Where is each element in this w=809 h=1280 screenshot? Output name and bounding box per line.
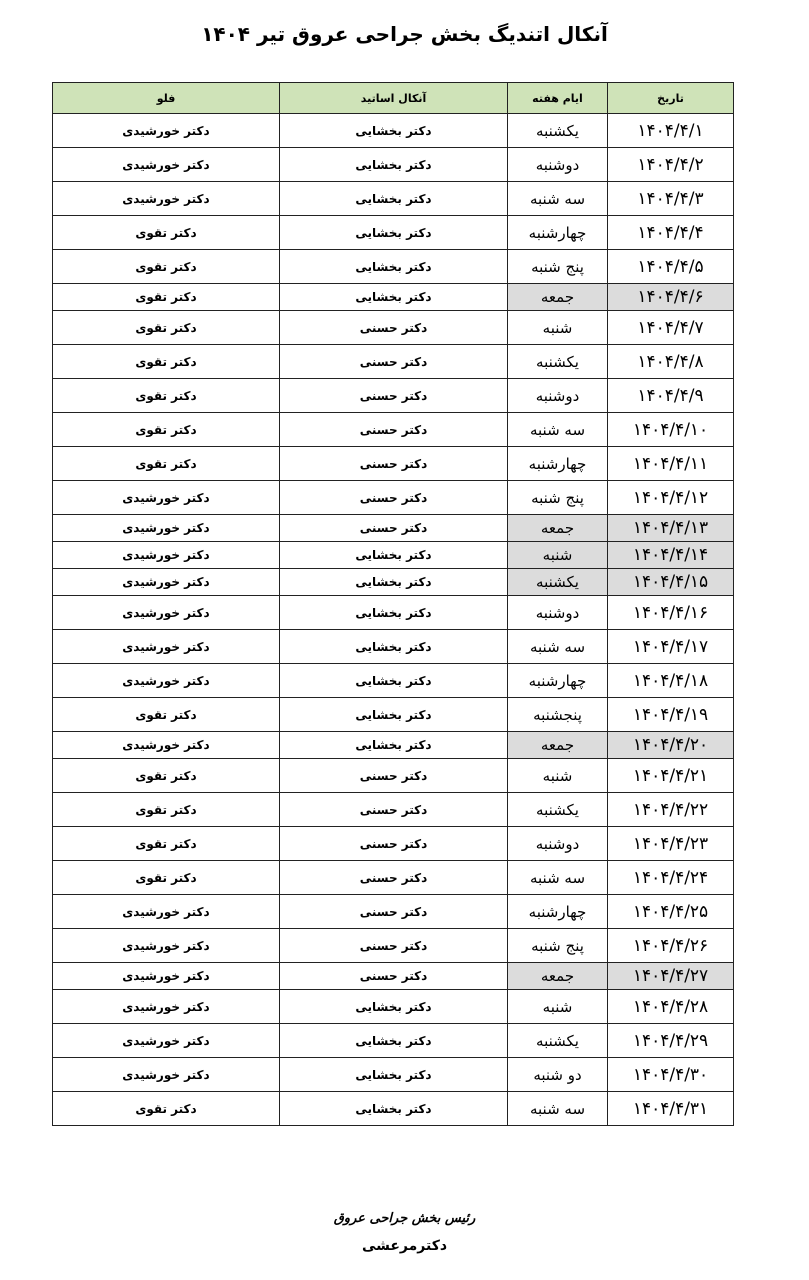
- fellow-cell: دکتر خورشیدی: [53, 569, 280, 596]
- date-cell: ۱۴۰۴/۴/۲۲: [608, 793, 734, 827]
- table-row: [53, 630, 734, 664]
- header-fellow: فلو: [53, 83, 280, 114]
- date-cell: ۱۴۰۴/۴/۲۸: [608, 990, 734, 1024]
- table-row: [53, 759, 734, 793]
- weekday-cell: شنبه: [508, 759, 608, 793]
- attending-cell: دکتر حسنی: [280, 861, 508, 895]
- table-row: [53, 515, 734, 542]
- table-row: [53, 827, 734, 861]
- weekday-cell: چهارشنبه: [508, 664, 608, 698]
- attending-cell: دکتر حسنی: [280, 963, 508, 990]
- fellow-cell: دکتر خورشیدی: [53, 664, 280, 698]
- attending-cell: دکتر بخشایی: [280, 569, 508, 596]
- fellow-cell: دکتر خورشیدی: [53, 542, 280, 569]
- date-cell: ۱۴۰۴/۴/۱۶: [608, 596, 734, 630]
- weekday-cell: جمعه: [508, 963, 608, 990]
- table-row: [53, 182, 734, 216]
- date-cell: ۱۴۰۴/۴/۲۹: [608, 1024, 734, 1058]
- weekday-cell: چهارشنبه: [508, 216, 608, 250]
- weekday-cell: یکشنبه: [508, 1024, 608, 1058]
- attending-cell: دکتر حسنی: [280, 345, 508, 379]
- weekday-cell: شنبه: [508, 990, 608, 1024]
- header-date: تاریخ: [608, 83, 734, 114]
- table-row: [53, 596, 734, 630]
- table-row: [53, 148, 734, 182]
- fellow-cell: دکتر تقوی: [53, 311, 280, 345]
- fellow-cell: دکتر خورشیدی: [53, 1024, 280, 1058]
- department-head-name: دکترمرعشی: [361, 1238, 448, 1254]
- table-row: [53, 732, 734, 759]
- fellow-cell: دکتر تقوی: [53, 793, 280, 827]
- fellow-cell: دکتر خورشیدی: [53, 114, 280, 148]
- fellow-cell: دکتر تقوی: [53, 216, 280, 250]
- header-day: ایام هفته: [508, 83, 608, 114]
- fellow-cell: دکتر تقوی: [53, 1092, 280, 1126]
- attending-cell: دکتر بخشایی: [280, 596, 508, 630]
- date-cell: ۱۴۰۴/۴/۱۲: [608, 481, 734, 515]
- attending-cell: دکتر بخشایی: [280, 216, 508, 250]
- attending-cell: دکتر حسنی: [280, 793, 508, 827]
- date-cell: ۱۴۰۴/۴/۲۵: [608, 895, 734, 929]
- attending-cell: دکتر حسنی: [280, 895, 508, 929]
- weekday-cell: یکشنبه: [508, 345, 608, 379]
- table-row: [53, 929, 734, 963]
- date-cell: ۱۴۰۴/۴/۱۵: [608, 569, 734, 596]
- fellow-cell: دکتر خورشیدی: [53, 515, 280, 542]
- attending-cell: دکتر بخشایی: [280, 250, 508, 284]
- fellow-cell: دکتر خورشیدی: [53, 732, 280, 759]
- attending-cell: دکتر بخشایی: [280, 1024, 508, 1058]
- table-row: [53, 963, 734, 990]
- oncall-schedule-table: [52, 82, 734, 1126]
- attending-cell: دکتر بخشایی: [280, 148, 508, 182]
- table-row: [53, 569, 734, 596]
- date-cell: ۱۴۰۴/۴/۳: [608, 182, 734, 216]
- date-cell: ۱۴۰۴/۴/۳۰: [608, 1058, 734, 1092]
- table-row: [53, 311, 734, 345]
- date-cell: ۱۴۰۴/۴/۲۷: [608, 963, 734, 990]
- date-cell: ۱۴۰۴/۴/۱۹: [608, 698, 734, 732]
- fellow-cell: دکتر خورشیدی: [53, 1058, 280, 1092]
- weekday-cell: پنج شنبه: [508, 481, 608, 515]
- attending-cell: دکتر حسنی: [280, 379, 508, 413]
- weekday-cell: جمعه: [508, 284, 608, 311]
- table-row: [53, 413, 734, 447]
- date-cell: ۱۴۰۴/۴/۲۰: [608, 732, 734, 759]
- attending-cell: دکتر بخشایی: [280, 732, 508, 759]
- fellow-cell: دکتر خورشیدی: [53, 148, 280, 182]
- attending-cell: دکتر حسنی: [280, 759, 508, 793]
- weekday-cell: چهارشنبه: [508, 447, 608, 481]
- attending-cell: دکتر بخشایی: [280, 114, 508, 148]
- table-header-row: [53, 83, 734, 114]
- weekday-cell: دوشنبه: [508, 596, 608, 630]
- date-cell: ۱۴۰۴/۴/۲۶: [608, 929, 734, 963]
- date-cell: ۱۴۰۴/۴/۱۸: [608, 664, 734, 698]
- attending-cell: دکتر بخشایی: [280, 664, 508, 698]
- fellow-cell: دکتر خورشیدی: [53, 963, 280, 990]
- table-row: [53, 542, 734, 569]
- weekday-cell: یکشنبه: [508, 114, 608, 148]
- fellow-cell: دکتر تقوی: [53, 250, 280, 284]
- fellow-cell: دکتر تقوی: [53, 345, 280, 379]
- table-row: [53, 114, 734, 148]
- table-row: [53, 793, 734, 827]
- weekday-cell: سه شنبه: [508, 630, 608, 664]
- weekday-cell: دوشنبه: [508, 379, 608, 413]
- date-cell: ۱۴۰۴/۴/۲۳: [608, 827, 734, 861]
- weekday-cell: یکشنبه: [508, 569, 608, 596]
- attending-cell: دکتر حسنی: [280, 311, 508, 345]
- date-cell: ۱۴۰۴/۴/۲۴: [608, 861, 734, 895]
- fellow-cell: دکتر تقوی: [53, 284, 280, 311]
- attending-cell: دکتر بخشایی: [280, 1058, 508, 1092]
- attending-cell: دکتر بخشایی: [280, 630, 508, 664]
- attending-cell: دکتر حسنی: [280, 447, 508, 481]
- weekday-cell: دو شنبه: [508, 1058, 608, 1092]
- fellow-cell: دکتر تقوی: [53, 413, 280, 447]
- table-row: [53, 284, 734, 311]
- weekday-cell: چهارشنبه: [508, 895, 608, 929]
- weekday-cell: شنبه: [508, 542, 608, 569]
- fellow-cell: دکتر تقوی: [53, 861, 280, 895]
- fellow-cell: دکتر خورشیدی: [53, 630, 280, 664]
- weekday-cell: پنج شنبه: [508, 929, 608, 963]
- date-cell: ۱۴۰۴/۴/۱۷: [608, 630, 734, 664]
- page-title: آنکال اتندیگ بخش جراحی عروق تیر ۱۴۰۴: [201, 22, 608, 46]
- table-row: [53, 861, 734, 895]
- weekday-cell: شنبه: [508, 311, 608, 345]
- date-cell: ۱۴۰۴/۴/۳۱: [608, 1092, 734, 1126]
- date-cell: ۱۴۰۴/۴/۱۳: [608, 515, 734, 542]
- weekday-cell: سه شنبه: [508, 182, 608, 216]
- date-cell: ۱۴۰۴/۴/۱۰: [608, 413, 734, 447]
- table-row: [53, 698, 734, 732]
- attending-cell: دکتر حسنی: [280, 929, 508, 963]
- attending-cell: دکتر حسنی: [280, 481, 508, 515]
- table-row: [53, 379, 734, 413]
- table-row: [53, 1058, 734, 1092]
- date-cell: ۱۴۰۴/۴/۸: [608, 345, 734, 379]
- date-cell: ۱۴۰۴/۴/۴: [608, 216, 734, 250]
- header-attending: آنکال اساتید: [280, 83, 508, 114]
- attending-cell: دکتر بخشایی: [280, 698, 508, 732]
- weekday-cell: سه شنبه: [508, 861, 608, 895]
- schedule-body: [53, 114, 734, 1126]
- fellow-cell: دکتر خورشیدی: [53, 990, 280, 1024]
- fellow-cell: دکتر تقوی: [53, 698, 280, 732]
- weekday-cell: یکشنبه: [508, 793, 608, 827]
- table-row: [53, 216, 734, 250]
- date-cell: ۱۴۰۴/۴/۲: [608, 148, 734, 182]
- date-cell: ۱۴۰۴/۴/۶: [608, 284, 734, 311]
- weekday-cell: جمعه: [508, 732, 608, 759]
- date-cell: ۱۴۰۴/۴/۱۱: [608, 447, 734, 481]
- fellow-cell: دکتر خورشیدی: [53, 481, 280, 515]
- fellow-cell: دکتر خورشیدی: [53, 182, 280, 216]
- fellow-cell: دکتر خورشیدی: [53, 895, 280, 929]
- table-row: [53, 1092, 734, 1126]
- fellow-cell: دکتر تقوی: [53, 379, 280, 413]
- attending-cell: دکتر بخشایی: [280, 284, 508, 311]
- fellow-cell: دکتر تقوی: [53, 447, 280, 481]
- department-head-title: رئیس بخش جراحی عروق: [333, 1211, 476, 1226]
- fellow-cell: دکتر خورشیدی: [53, 929, 280, 963]
- table-row: [53, 990, 734, 1024]
- weekday-cell: جمعه: [508, 515, 608, 542]
- attending-cell: دکتر حسنی: [280, 413, 508, 447]
- weekday-cell: پنجشنبه: [508, 698, 608, 732]
- table-row: [53, 1024, 734, 1058]
- table-row: [53, 345, 734, 379]
- fellow-cell: دکتر تقوی: [53, 759, 280, 793]
- table-row: [53, 447, 734, 481]
- date-cell: ۱۴۰۴/۴/۱: [608, 114, 734, 148]
- weekday-cell: سه شنبه: [508, 413, 608, 447]
- date-cell: ۱۴۰۴/۴/۷: [608, 311, 734, 345]
- fellow-cell: دکتر تقوی: [53, 827, 280, 861]
- table-row: [53, 481, 734, 515]
- attending-cell: دکتر حسنی: [280, 827, 508, 861]
- attending-cell: دکتر بخشایی: [280, 182, 508, 216]
- date-cell: ۱۴۰۴/۴/۲۱: [608, 759, 734, 793]
- attending-cell: دکتر بخشایی: [280, 1092, 508, 1126]
- weekday-cell: سه شنبه: [508, 1092, 608, 1126]
- weekday-cell: دوشنبه: [508, 827, 608, 861]
- weekday-cell: پنج شنبه: [508, 250, 608, 284]
- attending-cell: دکتر بخشایی: [280, 990, 508, 1024]
- table-row: [53, 895, 734, 929]
- date-cell: ۱۴۰۴/۴/۵: [608, 250, 734, 284]
- date-cell: ۱۴۰۴/۴/۹: [608, 379, 734, 413]
- fellow-cell: دکتر خورشیدی: [53, 596, 280, 630]
- date-cell: ۱۴۰۴/۴/۱۴: [608, 542, 734, 569]
- attending-cell: دکتر بخشایی: [280, 542, 508, 569]
- weekday-cell: دوشنبه: [508, 148, 608, 182]
- attending-cell: دکتر حسنی: [280, 515, 508, 542]
- table-row: [53, 664, 734, 698]
- table-row: [53, 250, 734, 284]
